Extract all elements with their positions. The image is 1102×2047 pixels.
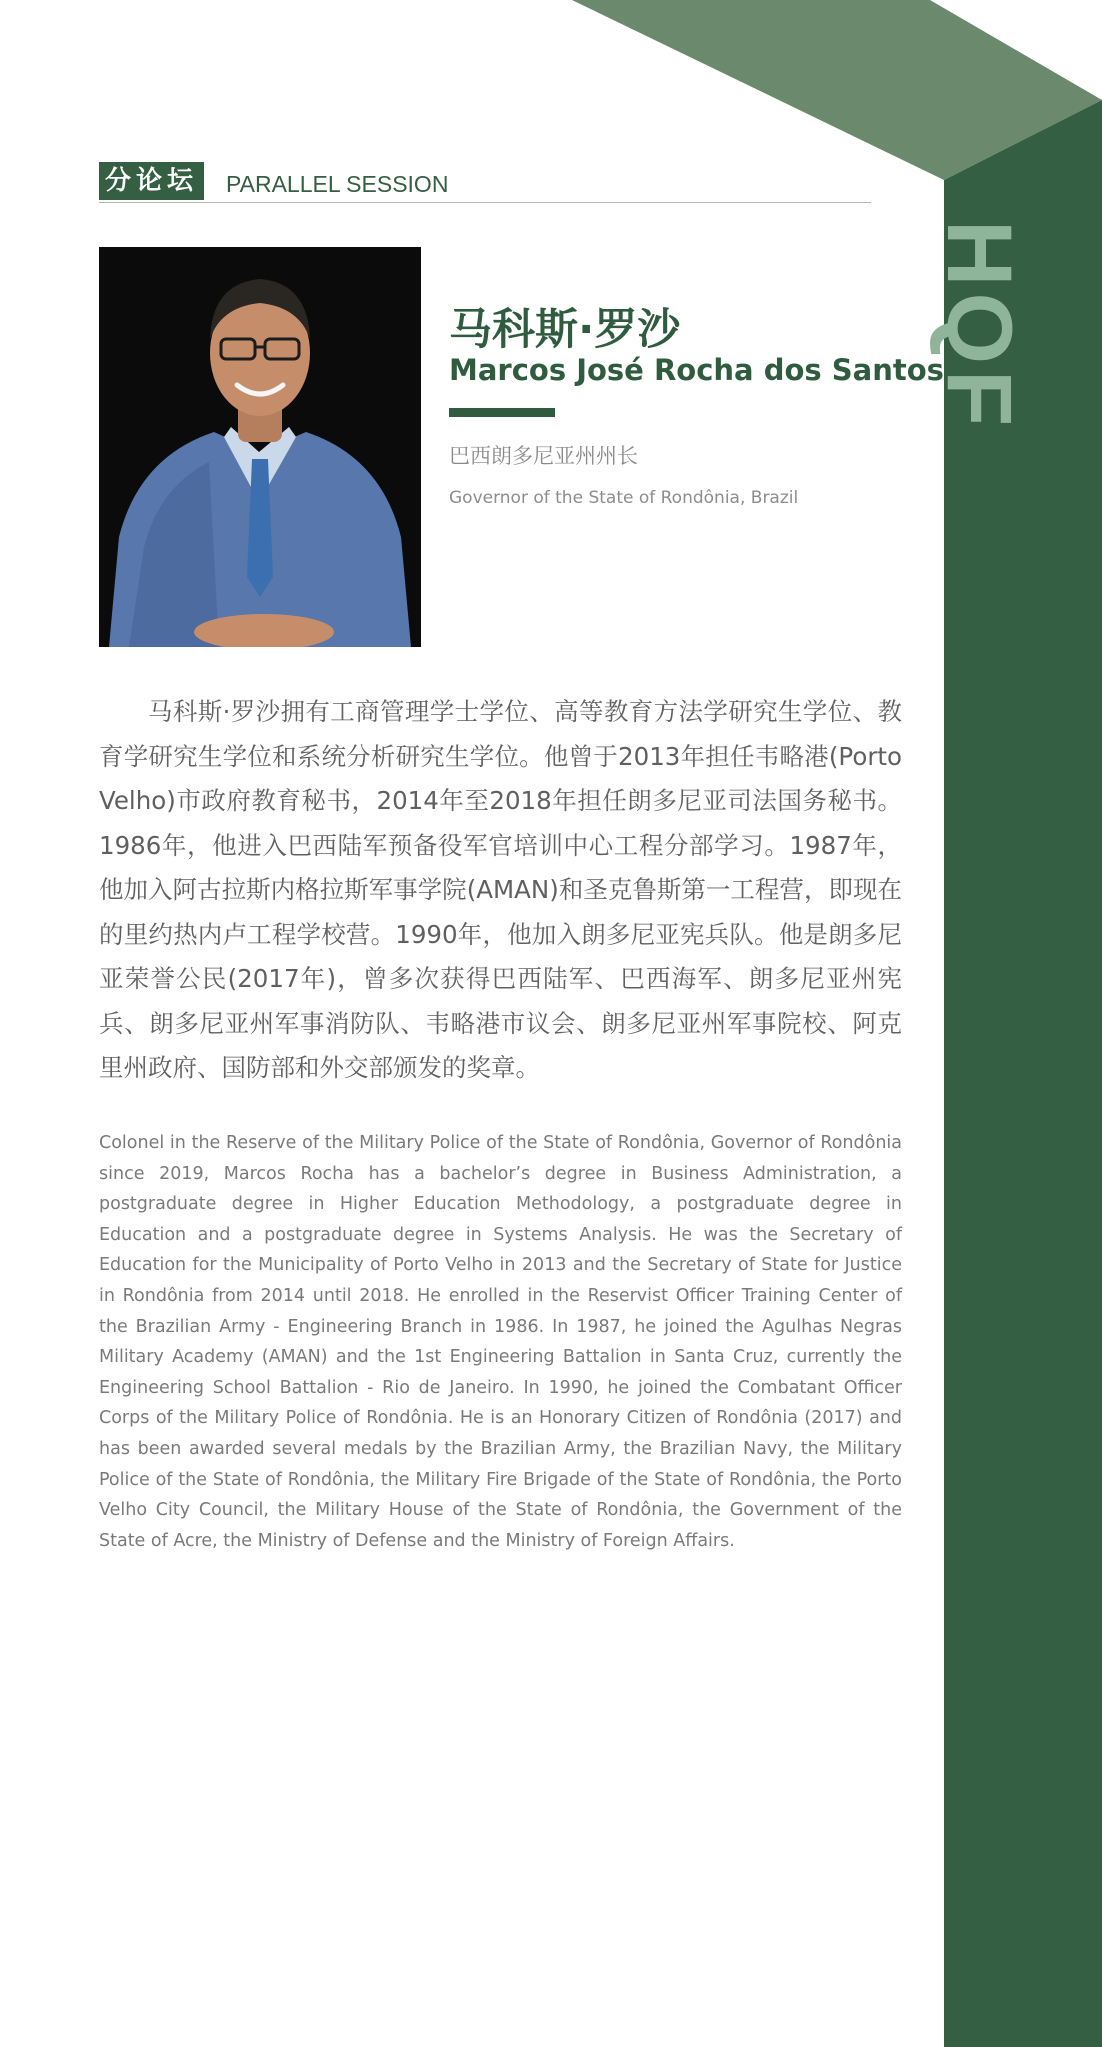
speaker-portrait [99, 247, 421, 647]
session-header [99, 162, 871, 203]
name-underline-bar [449, 408, 555, 417]
speaker-name-cn: 马科斯·罗沙 [449, 305, 681, 355]
bio-paragraph-cn: 马科斯·罗沙拥有工商管理学士学位、高等教育方法学研究生学位、教育学研究生学位和系统分析研究生学位。他曾于2013年担任韦略港(Porto Velho)市政府教育秘书，2014年至2018年担任朗多尼亚司法国务秘书。1986年，他进入巴西陆军预备役军官培训中心工程分部学习。1987年，他加入阿古拉斯内格拉斯军事学院(AMAN)和圣克鲁斯第一工程营，即现在的里约热内卢工程学校营。1990年，他加入朗多尼亚宪兵队。他是朗多尼亚荣誉公民(2017年)，曾多次获得巴西陆军、巴西海军、朗多尼亚州宪兵、朗多尼亚州军事消防队、韦略港市议会、朗多尼亚州军事院校、阿克里州政府、国防部和外交部颁发的奖章。 [99, 697, 902, 1082]
sidebar-vertical-text: HQF [928, 220, 1030, 433]
session-badge: 分论坛 [99, 162, 204, 200]
speaker-title-cn: 巴西朗多尼亚州州长 [449, 444, 638, 468]
session-label: PARALLEL SESSION [226, 171, 449, 197]
speaker-name-en: Marcos José Rocha dos Santos [449, 353, 944, 387]
bio-paragraph-en: Colonel in the Reserve of the Military Police of the State of Rondônia, Governor of Rondônia since 2019, Marcos Rocha has a bachelor’s degree in Business Administration, a postgraduate degree in Higher Education Methodology, a postgraduate degree in Education and a postgraduate degree in Systems Analysis. He was the Secretary of Education for the Municipality of Porto Velho in 2013 and the Secretary of State for Justice in Rondônia from 2014 until 2018. He enrolled in the Reservist Officer Training Center of the Brazilian Army - Engineering Branch in 1986. In 1987, he joined the Agulhas Negras Military Academy (AMAN) and the 1st Engineering Battalion in Santa Cruz, currently the Engineering School Battalion - Rio de Janeiro. In 1990, he joined the Combatant Officer Corps of the Military Police of Rondônia. He is an Honorary Citizen of Rondônia (2017) and has been awarded several medals by the Brazilian Army, the Brazilian Navy, the Military Police of the State of Rondônia, the Military Fire Brigade of the State of Rondônia, the Porto Velho City Council, the Military House of the State of Rondônia, the Government of the State of Acre, the Ministry of Defense and the Ministry of Foreign Affairs. [99, 1133, 902, 1551]
speaker-title-en: Governor of the State of Rondônia, Brazil [449, 488, 799, 508]
